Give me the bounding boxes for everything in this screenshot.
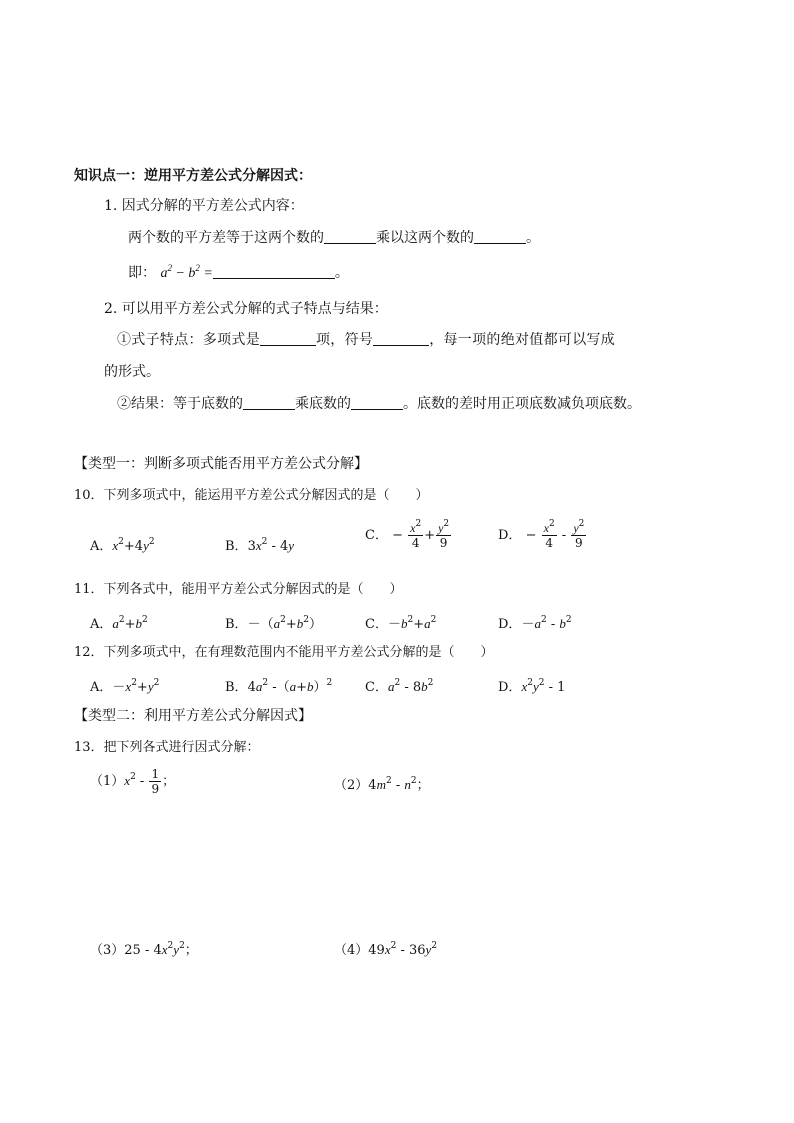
blank-2[interactable] (474, 229, 526, 244)
q11-stem: 11．下列各式中，能用平方差公式分解因式的是（ ） (74, 582, 403, 597)
q13-stem: 13．把下列各式进行因式分解： (74, 740, 260, 755)
q10-stem: 10．下列多项式中，能运用平方差公式分解因式的是（ ） (74, 488, 429, 503)
formula-expression: $a^2 - b^2$ = (160, 263, 213, 281)
q12-option-b[interactable]: B．$4a^2$ $-(a+b)^2$ (225, 678, 333, 695)
q11-option-d[interactable]: D．$-a^2 - b^2$ (498, 615, 572, 632)
blank-6[interactable] (243, 395, 295, 410)
feature-line-cont: 的形式。 (104, 364, 160, 380)
result-line: ②结果：等于底数的 乘底数的 。底数的差时用正项底数减负项底数。 (117, 396, 641, 412)
fraction: $\frac{x^2}{4}$ (543, 519, 555, 550)
formula-description: 两个数的平方差等于这两个数的 乘以这两个数的 。 (128, 230, 540, 246)
blank-7[interactable] (351, 395, 403, 410)
blank-3[interactable] (213, 264, 335, 279)
q10-option-c[interactable]: C． − $\frac{x^2}{4}$ + $\frac{y^2}{9}$ (365, 519, 450, 550)
q12-option-a[interactable]: A．$-x^2+y^2$ (90, 678, 160, 695)
q10-option-a[interactable]: A．$x^2+4y^2$ (90, 537, 155, 554)
item-1: 1. 因式分解的平方差公式内容： (104, 198, 304, 214)
q13-part-4: $(4)49x^2 - 36y^2$ (334, 941, 438, 958)
item-2: 2. 可以用平方差公式分解的式子特点与结果： (104, 301, 388, 317)
type2-title: 【类型二：利用平方差公式分解因式】 (74, 708, 312, 724)
q10-option-d[interactable]: D． − $\frac{x^2}{4}$ - $\frac{y^2}{9}$ (498, 519, 585, 550)
blank-5[interactable] (373, 331, 429, 346)
q13-part-1: $(1)x^2$ - $\frac{1}{9}$ ； (90, 767, 176, 796)
q13-part-2: $(2)4m^2 - n^2$； (334, 776, 430, 793)
q12-option-d[interactable]: D．$x^2y^2 - 1$ (498, 678, 566, 695)
fraction: $\frac{x^2}{4}$ (410, 519, 422, 550)
feature-line: ①式子特点：多项式是 项，符号 ，每一项的绝对值都可以写成 (117, 332, 616, 348)
q10-option-b[interactable]: B．$3x^2 - 4y$ (225, 537, 295, 554)
q12-stem: 12．下列多项式中，在有理数范围内不能用平方差公式分解的是（ ） (74, 645, 494, 660)
formula-line: 即： $a^2 - b^2$ = 。 (128, 263, 349, 281)
q11-option-a[interactable]: A．$a^2+b^2$ (90, 615, 148, 632)
blank-1[interactable] (324, 229, 376, 244)
q11-option-b[interactable]: B．$-(a^2+b^2)$ (225, 615, 322, 632)
fraction: $\frac{y^2}{9}$ (573, 519, 585, 550)
q12-option-c[interactable]: C．$a^2 - 8b^2$ (365, 678, 434, 695)
type1-title: 【类型一：判断多项式能否用平方差公式分解】 (74, 456, 368, 472)
q11-option-c[interactable]: C．$-b^2+a^2$ (365, 615, 437, 632)
section-title: 知识点一：逆用平方差公式分解因式： (74, 168, 312, 184)
fraction: $\frac{1}{9}$ (151, 767, 160, 796)
fraction: $\frac{y^2}{9}$ (438, 519, 450, 550)
q13-part-3: $(3)25 - 4x^2y^2$； (90, 941, 198, 958)
blank-4[interactable] (260, 331, 316, 346)
